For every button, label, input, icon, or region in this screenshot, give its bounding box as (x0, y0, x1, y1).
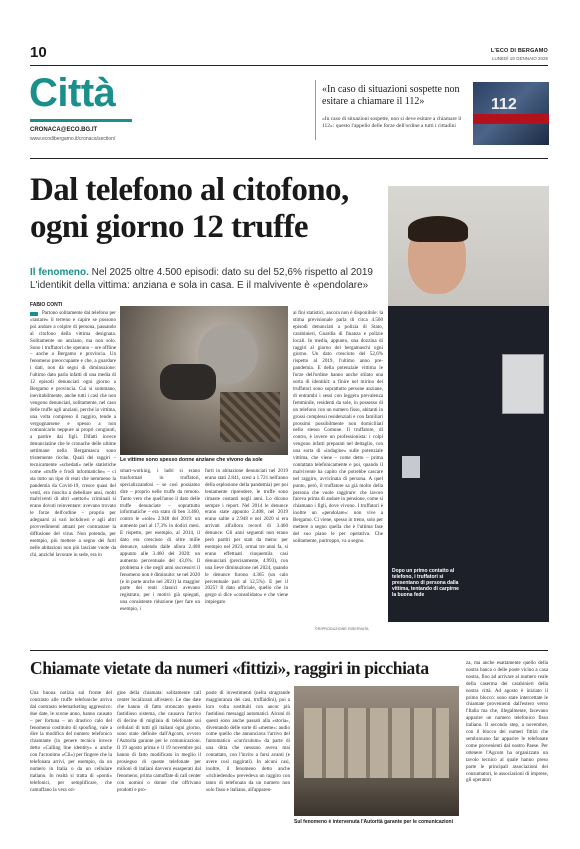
main-col-4 (293, 310, 383, 625)
second-top-rule (30, 650, 548, 651)
building-shape (304, 708, 449, 778)
second-col-1-text: Una buona notizia sul fronte del contrasto alle truffe telefoniche arriva dal contrasto telemarketing aggressivo: due date, le scorse anno, hanno causato – per fortuna – un drastico calo del fenomeno costituito di spoofing, vale a dire la modifica del numero telefonico chiamante (in genere tecnico invece detto «Calling line identity» o anche con l'acronimo «Cli») per fingere che la telefonata arrivi, per esempio, da un numero in Italia o da un cellulare italiano. In realtà si tratta di «ponti» telefonici, per semplificare, che camuffano la vera ori- (30, 690, 112, 793)
second-col-1 (30, 690, 112, 840)
second-photo (294, 686, 459, 816)
second-col-2 (117, 690, 201, 840)
section-email: CRONACA@ECO.BG.IT (30, 127, 98, 133)
main-top-rule (30, 158, 548, 159)
byline: FABIO CONTI (30, 302, 63, 308)
second-col-4-text: za, ma anche esattamente quello della nostra banca o delle poste vicino a casa nostra, fino ad arrivare al numero reale della caserma dei carabinieri della nostra città. Ad agosto è iniziato il primo blocco: sono state intercettate le chiamate provenienti dall'estero verso l'Italia ma che, illegalmente, facevano apparire un numero telefonico fisso italiano. Il secondo step, a novembre, con il blocco dei numeri fittizi che sembravano far apparire le telefonate come provenienti dal nostro Paese. Per ottenere l'Agcom ha organizzato un tavolo tecnico al quale hanno preso parte le principali associazioni dei consumatori, le associazioni di imprese, gli operatori (466, 660, 548, 784)
main-photo (120, 306, 288, 455)
side-photo-caption: Dopo un primo contatto al telefono, i truffatori si presentano di persona dalla vittima, tentando di carpirne la buona fede (392, 568, 459, 598)
screen-shape (502, 354, 544, 414)
main-headline (30, 172, 349, 246)
col-marker (30, 312, 38, 316)
bag-shape (220, 392, 280, 442)
subhead-2: L'identikit della vittima: anziana e sola in casa. E il malvivente è «pendolare» (30, 280, 369, 291)
main-col-2 (120, 468, 200, 643)
issue-date: LUNEDÌ 19 GENNAIO 2026 (491, 56, 548, 61)
second-col-3 (206, 690, 290, 840)
section-url[interactable]: www.ecodibergamo.it/cronaca/section/ (30, 136, 116, 142)
main-col-3 (205, 468, 288, 643)
section-bar (30, 119, 132, 122)
car-number: 112 (491, 96, 517, 113)
car-stripe (473, 114, 549, 124)
second-col-3-text: poste di investimenti (nella stragrande maggioranza dei casi, truffaldini), poi a loro volta sostituiti con ancor più fastidiosi messaggi automatici. Alcuni di questi sono anche passati alla «storia», diventando delle sorte di «meme»: audio come quello che annunciava l'arrivo del fantomatico «curriculum» da parte di una ditta che nessuno aveva mai contattato, con l'invito a farsi avanti (e avere così raggirati). In alcuni casi, inoltre, il fenomeno detto anche «richiedendo» prevedeva un raggiro con tanto di telefonata da un numero non solo fisso e italiano, all'apparen- (206, 690, 290, 793)
main-photo-caption: Le vittime sono spesso donne anziane che vivono da sole (120, 457, 263, 463)
subhead-1: Nel 2025 oltre 4.500 episodi: dato su del 52,6% rispetto al 2019 (88, 267, 373, 278)
phone-shape (160, 364, 216, 400)
headline-line-2: ogni giorno 12 truffe (30, 209, 308, 245)
main-col-1 (30, 310, 116, 643)
second-headline: Chiamate vietate da numeri «fittizi», raggiri in picchiata (30, 658, 429, 678)
header-rule (30, 65, 548, 66)
main-col-3-text: furti in abitazione denunciati nel 2019 erano stati 2.841, scesi a 1.721 nell'anno della esplosione della pandemia) per poi lentamente riprendere, le truffe sono rimaste costanti negli anni. Lo dicono sempre i report. Nel 2014 le denunce erano state appunto 2.408, nel 2019 erano salite a 2.948 e nel 2020 si era arrivati all'allora record di 3.460 denunce. Gli anni seguenti non erano però partiti per stati da meno: per esempio nel 2023, ormai tre anni fa, si erano effettuati cinquemila casi denunciati (precisamente, 4.993), con una lieve diminuzione nel 2024, quando le denunce furono 4.365 (un calo percentuale pari al 12,5%). E per il 2025? Il dato ufficiale, quello che in gergo si dice «consolidato» e che viene impiegato (205, 468, 288, 606)
badge-shape (402, 456, 420, 478)
main-col-2-text: smart-working, i ladri si erano trasformati in truffatori, specializzandosi – se così possiamo dire – proprio nelle truffe da remoto. Tanto vero che quell'anno il dato delle truffe denunciate – soprattutto informatiche – era stato di ben 3.460, contro le «sole» 2.948 del 2019: un aumento pari al 17,3% in dodici mesi. E rispetto, per esempio, al 2014, il dato era cresciuto di oltre mille denunce, salendo dalle allora 2.408 appunto alle 3.460 del 2020: un aumento percentuale del 43,6%. Il problema è che negli anni successivi il fenomeno non è diminuito: se nel 2020 (e in parte anche nel 2021) la maggior parte dei reati classici avevano registrato, per i motivi già spiegati, una consistente riduzione (per fare un esempio, i (120, 468, 200, 613)
side-credit: ©RIPRODUZIONE RISERVATA (315, 627, 369, 631)
second-col-4 (466, 660, 548, 840)
second-col-2-text: gine della chiamata: solitamente call center localizzati all'estero. Le due date che hanno di fatto stroncato questo fastidioso sistema, che causava l'arrivo di decine di migliaia di telefonate sui cellulari di tutti gli italiani ogni giorno, sono state definite dall'Agcom, ovvero l'Autorità garante per le comunicazioni. Il 19 agosto prima e il 19 novembre poi hanno di fatto modificato in meglio il prosieguo di queste telefonate per milioni di italiani davvero esasperati dal fenomeno, prima camuffate di call center con uomini o donne che offrivano prodotti e pro- (117, 690, 201, 793)
teaser-rule (315, 80, 316, 140)
teaser-title: «In caso di situazioni sospette non esitare a chiamare il 112» (322, 84, 460, 107)
main-subhead (30, 266, 390, 292)
second-photo-caption: Sul fenomeno è intervenuta l'Autorità garante per le comunicazioni (294, 819, 453, 825)
main-col-4-text: ai fini statistici, ancora non è disponibile: la stima previsionale parla di circa 4.500 episodi denunciati a polizia di Stato, carabinieri, Guardia di finanza e polizie locali. In media, appunto, una dozzina di raggiri al giorno dei bergamaschi ogni giorno. Un dato cresciuto del 52,6% rispetto al 2019, l'ultimo anno pre-pandemia. E della potenziale vittima le forze dell'ordine hanno anche stilato una sorta di identikit: a finire nel mirino dei truffatori sono soprattutto persone anziane, di entrambi i sessi con leggera prevalenza femminile, residenti da sole, in possesso di un telefono con un numero fisso, abitanti in grossi complessi residenziali e con familiari prossimi possibilmente non domiciliati nello stesso Comune. Il truffatore, di contro, è invece un professionista: i colpi vengono infatti preparati nel dettaglio, con una sorta di «indagine» sulle potenziale vittima, che viene – come detto – prima contattata telefonicamente e poi, quando il malvivente ha capito che potrebbe cascare nel raggiro, avvicinata di persona. A quel punto, però, il truffatore sa già molto della persona che vuole raggirare: che lavoro faceva prima di andare in pensione, come si chiamano i figli, dove vivono. I truffatori è inoltre un «pendolare»: non vive a Bergamo. Ci viene, spesso in treno, solo per mettere a segno quella che è l'ultima fase del suo piano le per operativa. Che solitamente, purtroppo, va a segno. (293, 310, 383, 544)
page-number: 10 (30, 44, 47, 61)
headline-line-1: Dal telefono al citofono, (30, 172, 349, 208)
teaser-photo (473, 82, 549, 145)
publication-name: L'ECO DI BERGAMO (490, 48, 548, 54)
teaser-body: «In caso di situazioni sospette, non si deve esitare a chiamare il 112»: questo l'appello delle forze dell'ordine a tutti i cittadini (322, 116, 462, 129)
main-col-1-text: Partono solitamente dal telefono per «tastare» il terreno e capire se possono poi andare a colpire di persona, passando al citofono della vittima designata. Solitamente un anziano, ma non solo. Sono i truffatori che operano – ore offline – anche a Bergamo e provincia. Un fenomeno preoccupante e che, a guardare i dati, non dà segni di diminuzione: l'ultimo dato parla infatti di una media di 12 episodi denunciati ogni giorno a Bergamo e provincia. Cui si sommano, inevitabilmente, anche tutti i casi che non vengono denunciati, solitamente, nel caso delle truffe agli anziani, perché la vittima, una volta compreso il raggiro, tende a vergognarsene e spesso a non comunicarlo neppure ai propri congiunti, a partire dai figli. Difatti invece denunciatine che le cronache delle ultime settimane nella Bergamasca sono tristemente ricche. Quali dei raggiri – tecnicamente «schedati» nelle statistiche come «truffe e frodi informatiche» – ci sta tutto un tipo di reati che nemmeno la pandemia da Covid-19, cresce quasi del venti, era riuscita a debellare ansi, molti malviventi di altri «settori» criminali si erano dovuti reinventare: avevano trovato le forze dell'ordine – proprio per adeguarsi ai vari lockdown e agli altri provvedimenti attuati per contrastare la diffusione del virus. Non potendo, per esempio, più mettere a segno dei furti nelle abitazioni non più lasciate vuote da chi, anziché lavorare in sede, era in (30, 310, 116, 558)
hair-shape (408, 216, 468, 242)
section-title: Città (29, 71, 116, 115)
kicker: Il fenomeno. (30, 267, 89, 278)
side-photo (388, 186, 549, 622)
